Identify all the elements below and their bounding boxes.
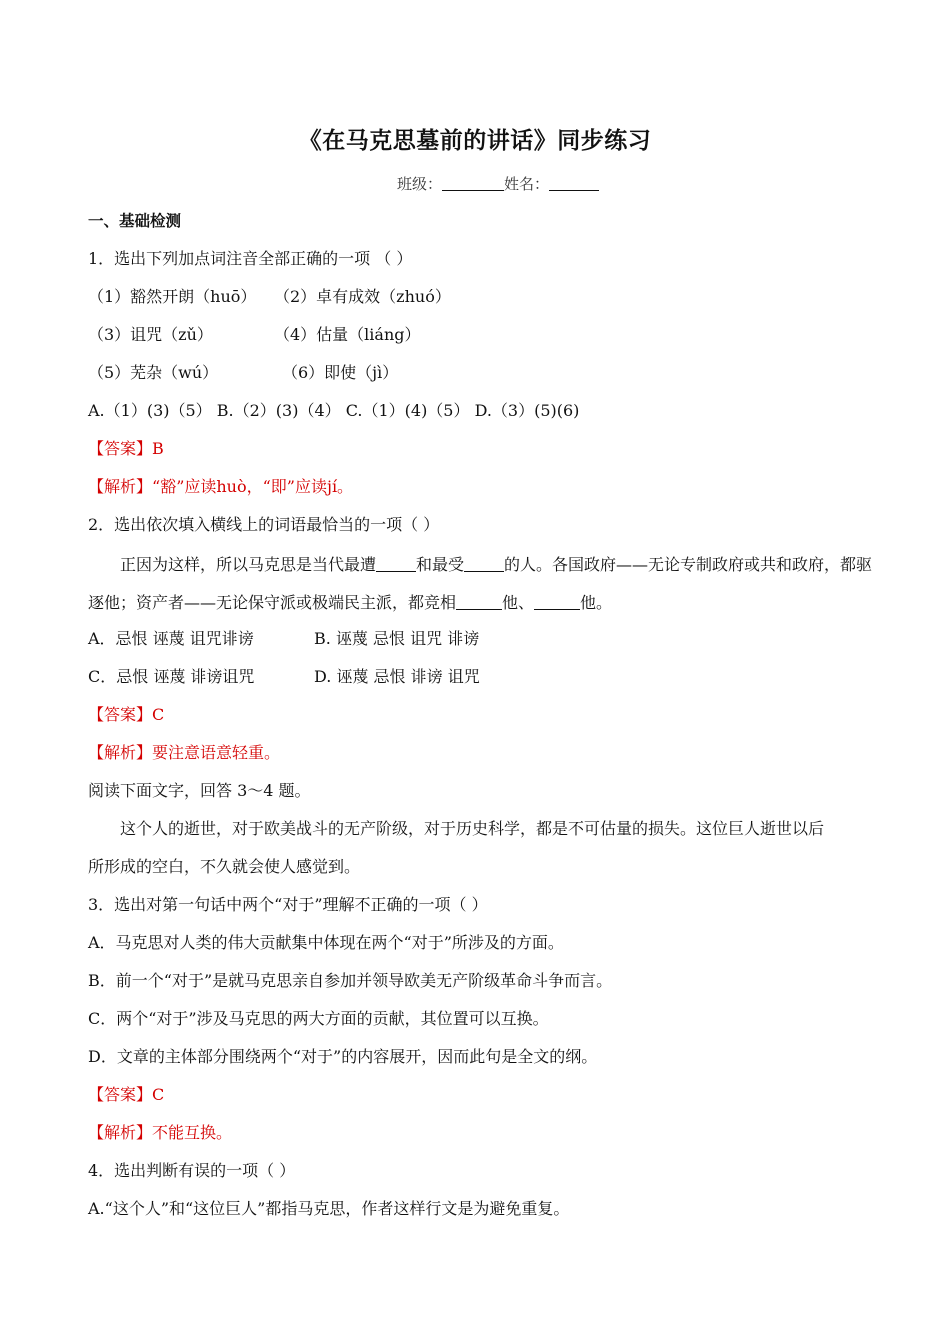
name-label: 姓名：	[504, 175, 550, 193]
q2-passage-part-4: 都驱逐他；资产者——无论保守派或极端民主派，都竞相	[88, 555, 873, 612]
q1-answer	[88, 438, 878, 460]
fill-blank	[376, 555, 416, 572]
q1-option-5: （5）芜杂（wú）	[88, 363, 219, 382]
q2-answer	[88, 704, 878, 726]
analysis-text: 要注意语意轻重。	[152, 743, 281, 762]
q3-option-a: A．马克思对人类的伟大贡献集中体现在两个“对于”所涉及的方面。	[88, 933, 564, 952]
q1-options-row-1	[88, 286, 878, 308]
q1-option-2: （2）卓有成效（zhuó）	[274, 287, 451, 306]
class-name-line	[397, 173, 697, 195]
q1-choices: A.（1）(3)（5） B.（2）(3)（4） C.（1）(4)（5） D.（3）(5)(6)	[88, 401, 580, 420]
analysis-tag: 【解析】	[88, 1123, 153, 1142]
q1-options-row-3	[88, 362, 878, 384]
reading-text-line-2: 所形成的空白，不久就会使人感觉到。	[88, 857, 361, 876]
q1-options-row-2	[88, 324, 878, 346]
q1-option-4: （4）估量（liáng）	[274, 325, 421, 344]
fill-blank	[534, 593, 580, 610]
q1-analysis	[88, 476, 878, 498]
q2-passage-part-6: 他。	[580, 593, 613, 612]
q3-analysis	[88, 1122, 878, 1144]
answer-value: B	[152, 439, 164, 458]
q2-passage	[88, 546, 880, 622]
q2-passage-part-2: 和最受	[416, 555, 465, 574]
fill-blank	[464, 555, 504, 572]
answer-tag: 【答案】	[88, 705, 153, 724]
q4-option-a: A.“这个人”和“这位巨人”都指马克思，作者这样行文是为避免重复。	[88, 1199, 570, 1218]
answer-tag: 【答案】	[88, 1085, 153, 1104]
q1-option-1: （1）豁然开朗（huō）	[88, 287, 257, 306]
q3-stem: 3．选出对第一句话中两个“对于”理解不正确的一项（ ）	[88, 895, 488, 914]
reading-text-line-1: 这个人的逝世，对于欧美战斗的无产阶级，对于历史科学，都是不可估量的损失。这位巨人逝世以后	[120, 819, 825, 838]
q1-option-6: （6）即使（jì）	[282, 363, 399, 382]
q2-options-row-1	[88, 628, 878, 650]
fill-blank	[456, 593, 502, 610]
analysis-text: “豁”应读huò，“即”应读jí。	[152, 477, 354, 496]
q1-option-3: （3）诅咒（zǔ）	[88, 325, 213, 344]
q3-option-d: D．文章的主体部分围绕两个“对于”的内容展开，因而此句是全文的纲。	[88, 1047, 598, 1066]
analysis-text: 不能互换。	[152, 1123, 233, 1142]
q2-options-row-2	[88, 666, 878, 688]
q2-option-c: C．忌恨 诬蔑 诽谤诅咒	[88, 667, 255, 686]
class-blank	[442, 174, 504, 191]
answer-tag: 【答案】	[88, 439, 153, 458]
analysis-tag: 【解析】	[88, 743, 153, 762]
answer-value: C	[152, 705, 165, 724]
q2-passage-part-5: 他、	[502, 593, 535, 612]
document-title: 《在马克思墓前的讲话》同步练习	[298, 128, 652, 154]
q1-stem: 1．选出下列加点词注音全部正确的一项 （ ）	[88, 249, 413, 268]
q2-option-b: B. 诬蔑 忌恨 诅咒 诽谤	[314, 629, 480, 648]
q3-option-c: C．两个“对于”涉及马克思的两大方面的贡献，其位置可以互换。	[88, 1009, 549, 1028]
reading-intro: 阅读下面文字，回答 3～4 题。	[88, 781, 311, 800]
q2-passage-part-1: 正因为这样，所以马克思是当代最遭	[120, 555, 377, 574]
answer-value: C	[152, 1085, 165, 1104]
q4-stem: 4．选出判断有误的一项（ ）	[88, 1161, 296, 1180]
analysis-tag: 【解析】	[88, 477, 153, 496]
name-blank	[549, 174, 599, 191]
q3-option-b: B．前一个“对于”是就马克思亲自参加并领导欧美无产阶级革命斗争而言。	[88, 971, 613, 990]
section-heading: 一、基础检测	[88, 212, 182, 230]
q2-option-d: D. 诬蔑 忌恨 诽谤 诅咒	[314, 667, 480, 686]
class-label: 班级：	[397, 175, 443, 193]
q2-option-a: A．忌恨 诬蔑 诅咒诽谤	[88, 629, 254, 648]
q3-answer	[88, 1084, 878, 1106]
q2-passage-part-3: 的人。各国政府——无论专制政府或共和政府，	[504, 555, 841, 574]
q2-stem: 2．选出依次填入横线上的词语最恰当的一项（ ）	[88, 515, 440, 534]
q2-analysis	[88, 742, 878, 764]
